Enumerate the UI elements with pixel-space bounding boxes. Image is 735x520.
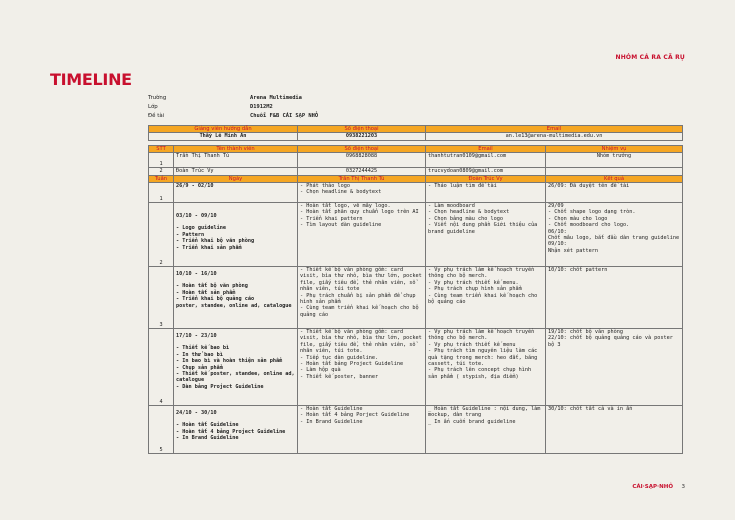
person1-tasks-cell <box>298 267 426 329</box>
week-date-cell <box>174 267 298 329</box>
member-email: trucvydoan0809@gmail.com <box>426 168 546 175</box>
week-result: 10/10: chốt pattern <box>546 267 683 329</box>
info-key: Lớp <box>148 103 158 110</box>
person2-tasks: - Vy phụ trách làm kế hoạch truyền thông cho bộ merch. - Vy phụ trách thiết kế menu - Phụ trách tìm nguyên liệu làm các quà tặng trong merch: heo đất, băng cassett, túi tote. - Phụ trách lên concept chụp hình sản phẩm ( stypish, địa điểm) <box>426 329 546 406</box>
date-header: Ngày <box>174 175 298 182</box>
member-row <box>149 153 683 168</box>
person2-tasks: _ Hoàn tất Guideline : nội dung, làm mockup, dàn trang _ In ấn cuốn brand guideline <box>426 406 546 454</box>
week-number: 2 <box>149 203 174 267</box>
member-phone: 0968828088 <box>298 153 426 168</box>
info-value: Arena Multimedia <box>250 94 302 101</box>
person2-tasks: - Vy phụ trách làm kế hoạch truyền thông cho bộ merch. - Vy phụ trách thiết kế menu. - Phụ trách chụp hình sản phẩm - Cùng team triển khai kế hoạch cho bộ quảng cáo <box>426 267 546 329</box>
project-info <box>148 93 318 120</box>
week-date-cell <box>174 183 298 203</box>
week-number: 5 <box>149 406 174 454</box>
week-date: 17/10 - 23/10 <box>176 333 217 340</box>
teacher-row <box>149 133 683 140</box>
week-date: 26/9 - 02/10 <box>176 183 214 190</box>
week-number: 3 <box>149 267 174 329</box>
person1-tasks: - Hoàn tất Guideline - Hoàn tất 4 bảng Porject Guideline - In Brand Guideline <box>298 406 426 454</box>
teacher-name: Thầy Lê Minh An <box>149 133 298 140</box>
info-value: Chuỗi F&B CÁI SẠP NHỎ <box>250 112 319 119</box>
timeline-table <box>148 125 683 454</box>
week-date-cell <box>174 406 298 454</box>
week-row <box>149 406 683 454</box>
info-key: Trường <box>148 94 167 101</box>
person1-tasks: - Thiết kế bộ văn phòng gồm: card visit, bìa thư nhỏ, bìa thư lớn, pocket file, giấy tiêu đề, thẻ nhân viên, sổ nhân viên, túi tote. - Tiếp tục dàn guideline. - Hoàn tất bảng Project Guideline - Làm hộp quà - Thiết kế poster, banner <box>298 329 426 406</box>
member-name: Trần Thị Thanh Tú <box>174 153 298 168</box>
member-email-header: Email <box>426 145 546 152</box>
week-result: 30/10: chốt tất cả và in ấn <box>546 406 683 454</box>
teacher-header-row <box>149 126 683 133</box>
person2-tasks: - Làm moodboard - Chọn headline & bodytext - Chọn bảng màu cho logo - Viết nội dung phần Giới thiệu của brand guideline <box>426 203 546 267</box>
week-result <box>546 203 683 267</box>
week-date-cell <box>174 329 298 406</box>
week-date: 24/10 - 30/10 <box>176 410 217 417</box>
teacher-phone-header: Số điện thoại <box>298 126 426 133</box>
result-header: Kết quả <box>546 175 683 182</box>
info-key: Đề tài <box>148 112 165 119</box>
member-role: Nhóm trưởng <box>546 153 683 168</box>
person1-header: Trần Thị Thanh Tú <box>298 175 426 182</box>
person1-tasks: - Thiết kế bộ văn phòng gồm: card visit, bìa thư nhỏ, bìa thư lớn, pocket file, giấy tiêu đề, thẻ nhân viên, sổ nhân viên, túi tote - Phụ trách chuẩn bị sản phẩm để chụp hình sản phẩm - Cùng team triển khai kế hoạch cho bộ quảng cáo <box>300 267 422 318</box>
member-row <box>149 168 683 175</box>
brand-logo: CÁI·SẠP·NHỎ <box>632 484 673 490</box>
teacher-phone: 0938221203 <box>298 133 426 140</box>
person1-tasks: - Phát thảo logo - Chọn headline & bodytext <box>298 183 426 203</box>
page-number: 3 <box>681 484 685 490</box>
weeks-header-row <box>149 175 683 182</box>
info-value: D1912M2 <box>250 103 273 110</box>
member-email: thanhtutran0109@gmail.com <box>426 153 546 168</box>
week-row <box>149 183 683 203</box>
week-row <box>149 203 683 267</box>
member-role <box>546 168 683 175</box>
week-tasks: - Hoàn tất bộ văn phòng - Hoàn tất sản phẩm - Triển khai bộ quảng cáo poster, standee, online ad, catalogue <box>176 283 292 309</box>
member-phone-header: Số điện thoại <box>298 145 426 152</box>
member-name-header: Tên thành viên <box>174 145 298 152</box>
teacher-email: an.le13@arena-multimedia.edu.vn <box>426 133 683 140</box>
member-stt: 2 <box>149 168 174 175</box>
week-date-cell <box>174 203 298 267</box>
week-number: 1 <box>149 183 174 203</box>
person2-header: Đoàn Trúc Vy <box>426 175 546 182</box>
page-title: TIMELINE <box>50 70 132 89</box>
person2-tasks: - Thảo luận tìm đề tài <box>426 183 546 203</box>
members-header-row <box>149 145 683 152</box>
week-date: 10/10 - 16/10 <box>176 271 217 278</box>
week-result: 26/09: Đã duyệt tên đề tài <box>546 183 683 203</box>
member-role-header: Nhiệm vụ <box>546 145 683 152</box>
member-name: Đoàn Trúc Vy <box>174 168 298 175</box>
week-tasks: - Logo guideline - Pattern - Triển khai bộ văn phòng - Triển khai sản phẩm <box>176 225 255 251</box>
team-name: NHÓM CÁ RA CÃ RỤ <box>615 54 685 61</box>
week-row <box>149 329 683 406</box>
week-tasks: - Hoàn tất Guideline - Hoàn tất 4 bảng Project Guideline - In Brand Guideline <box>176 422 286 442</box>
week-result: 19/10: chốt bộ văn phòng 22/10: chốt bộ quảng quảng cáo và poster bộ 3 <box>546 329 683 406</box>
stt-header: STT <box>149 145 174 152</box>
teacher-header: Giảng viên hướng dẫn <box>149 126 298 133</box>
member-stt: 1 <box>149 153 174 168</box>
week-date: 03/10 - 09/10 <box>176 213 217 220</box>
week-number: 4 <box>149 329 174 406</box>
teacher-email-header: Email <box>426 126 683 133</box>
week-header: Tuần <box>149 175 174 182</box>
week-tasks: - Thiết kế bao bì - In thử bao bì - In bao bì và hoàn thiện sản phẩm - Chụp sản phẩm - Thiết kế poster, standee, online ad, catalogue - Dàn bảng Project Guideline <box>176 345 295 390</box>
week-row <box>149 267 683 329</box>
member-phone: 0327244425 <box>298 168 426 175</box>
person1-tasks: - Hoàn tất logo, vẽ mây logo. - Hoàn tất phân quy chuẩn logo trên AI - Triển khai pattern - Tìm layout dàn guideline <box>298 203 426 267</box>
week-result-text: 29/09 - Chốt shape logo dạng tròn. - Chọn màu cho logo - Chốt moodboard cho logo. 06/10: Chốt mâu logo, bắt đầu dàn trang guideline 09/10: Nhận xét pattern <box>548 203 680 254</box>
